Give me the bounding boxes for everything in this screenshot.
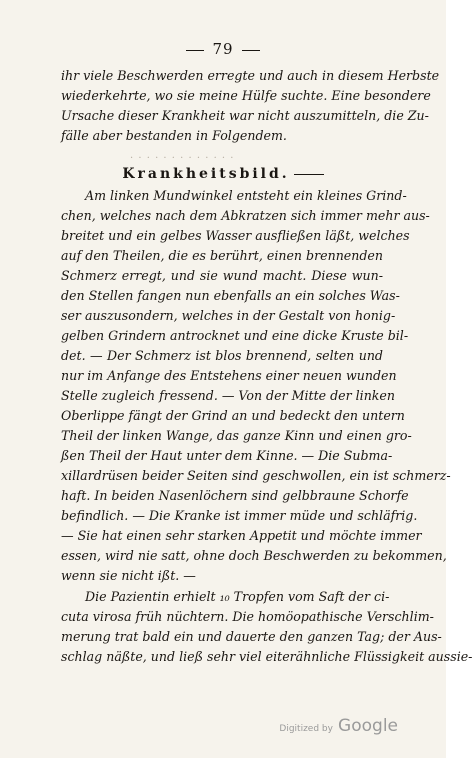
text-line: nur im Anfange des Entstehens einer neuen wunden [61, 368, 397, 383]
text-line: den Stellen fangen nun ebenfalls an ein solches Was- [61, 288, 400, 303]
text-line: Schmerz erregt, und sie wund macht. Diese wun- [61, 268, 383, 283]
body-paragraph [61, 186, 451, 586]
page-number: 79 [212, 40, 234, 58]
text-line: xillardrüsen beider Seiten sind geschwollen, ein ist schmerz- [61, 468, 451, 483]
text-line: haft. In beiden Nasenlöchern sind gelbbraune Schorfe [61, 488, 409, 503]
text-line: merung trat bald ein und dauerte den ganzen Tag; der Aus- [61, 629, 442, 644]
text-line: auf den Theilen, die es berührt, einen brennenden [61, 248, 383, 263]
show-through-text: · · · · · · · · · · · · · [130, 153, 235, 164]
text-line: — Sie hat einen sehr starken Appetit und möchte immer [61, 528, 422, 543]
text-line: ihr viele Beschwerden erregte und auch in diesem Herbste [61, 68, 440, 83]
digitized-by-google-watermark [279, 716, 398, 736]
heading-rule [294, 174, 324, 175]
text-line: breitet und ein gelbes Wasser ausfließen läßt, welches [61, 228, 410, 243]
watermark-brand: Google [338, 716, 398, 736]
top-paragraph [61, 66, 440, 146]
header-dash-right [242, 50, 260, 51]
text-line: befindlich. — Die Kranke ist immer müde und schläfrig. [61, 508, 418, 523]
text-line: ser auszusondern, welches in der Gestalt von honig- [61, 308, 396, 323]
text-line: gelben Grindern antrocknet und eine dicke Kruste bil- [61, 328, 409, 343]
header-dash-left [186, 50, 204, 51]
text-line: wenn sie nicht ißt. — [61, 568, 196, 583]
final-paragraph [61, 587, 472, 667]
text-line: Ursache dieser Krankheit war nicht auszumitteln, die Zu- [61, 108, 429, 123]
text-line: essen, wird nie satt, ohne doch Beschwerden zu bekommen, [61, 548, 447, 563]
section-heading-text: Krankheitsbild. [122, 166, 290, 182]
watermark-prefix: Digitized by [279, 724, 333, 734]
text-line: ßen Theil der Haut unter dem Kinne. — Die Subma- [61, 448, 393, 463]
text-line: fälle aber bestanden in Folgendem. [61, 128, 287, 143]
text-line: schlag näßte, und ließ sehr viel eiterähnliche Flüssigkeit aussie- [61, 649, 472, 664]
text-line: Theil der linken Wange, das ganze Kinn und einen gro- [61, 428, 412, 443]
text-line: cuta virosa früh nüchtern. Die homöopathische Verschlim- [61, 609, 434, 624]
text-line: Stelle zugleich fressend. — Von der Mitte der linken [61, 388, 395, 403]
text-line: det. — Der Schmerz ist blos brennend, selten und [61, 348, 383, 363]
text-line: wiederkehrte, wo sie meine Hülfe suchte. Eine besondere [61, 88, 431, 103]
text-line: Am linken Mundwinkel entsteht ein kleines Grind- [85, 188, 407, 203]
text-line: chen, welches nach dem Abkratzen sich immer mehr aus- [61, 208, 430, 223]
section-heading [0, 166, 446, 182]
page-header [0, 40, 446, 58]
text-line: Die Pazientin erhielt ₁₀ Tropfen vom Saft der ci- [85, 589, 390, 604]
text-line: Oberlippe fängt der Grind an und bedeckt den untern [61, 408, 405, 423]
